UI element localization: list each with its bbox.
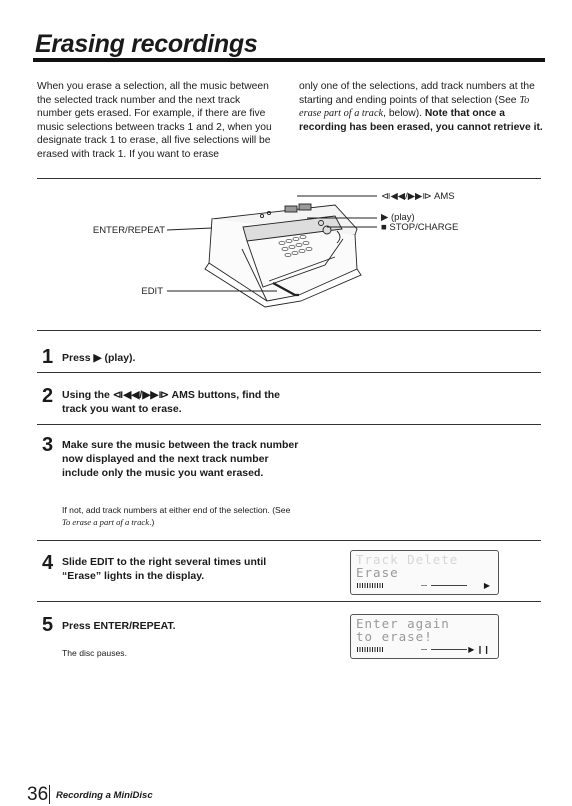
- footer-divider: [49, 785, 50, 804]
- label-play: ▶ (play): [381, 212, 415, 223]
- level-meter-scale: [431, 585, 467, 586]
- display-line-1: Track Delete: [356, 552, 459, 567]
- step-text: [62, 388, 302, 416]
- step-number: 5: [42, 614, 54, 636]
- title-rule: [33, 58, 545, 62]
- divider: [37, 424, 541, 425]
- display-line-1: Enter again: [356, 616, 450, 631]
- intro-left: When you erase a selection, all the music between the selected track number and the next track number gets erased. For example, if there are five music selections between tracks 1 and 2, when you designate track 1 to erase, all five selections will be erased with track 1. If you want to erase: [37, 81, 272, 160]
- divider: [37, 372, 541, 373]
- label-ams: ⧏◀◀/▶▶⧐ AMS: [381, 191, 455, 202]
- step-note: The disc pauses.: [62, 648, 127, 658]
- step-text-a: Press: [62, 352, 94, 364]
- play-icon: ▶: [483, 581, 490, 590]
- step-note-ref: To erase a part of a track: [62, 517, 150, 527]
- intro-right-note: Note that once a recording has been erased, you cannot retrieve it.: [299, 108, 543, 133]
- device-diagram: [37, 183, 541, 323]
- display-erase: [350, 550, 499, 595]
- step-note-b: .): [149, 517, 155, 527]
- label-edit: EDIT: [141, 286, 163, 297]
- display-line-2: Erase: [356, 565, 399, 580]
- intro-right: [299, 80, 545, 134]
- display-line-2: to erase!: [356, 629, 433, 644]
- ams-icon: ⧏◀◀/▶▶⧐: [112, 389, 169, 401]
- display-enter-again: [350, 614, 499, 659]
- section-title: Recording a MiniDisc: [56, 790, 153, 801]
- divider: [37, 330, 541, 331]
- step-number: 3: [42, 434, 54, 456]
- intro-right-ref: To erase part of a track: [299, 94, 530, 120]
- level-meter: [357, 647, 383, 652]
- step-number: 2: [42, 385, 54, 407]
- intro-right-text: only one of the selections, add track numbers at the starting and ending points of that selection (See: [299, 81, 535, 106]
- divider: [37, 540, 541, 541]
- step-text: Make sure the music between the track number now displayed and the next track number include only the music you want erased.: [62, 439, 299, 479]
- page-title: Erasing recordings: [35, 30, 258, 58]
- step-text-a: Using the: [62, 389, 113, 401]
- play-pause-icon: ▶ ❙❙: [468, 645, 490, 654]
- label-enter: ENTER/REPEAT: [92, 225, 165, 236]
- label-stop: ■ STOP/CHARGE: [381, 222, 459, 233]
- step-note-a: If not, add track numbers at either end of the selection. (See: [62, 505, 291, 515]
- step-text: [62, 351, 302, 365]
- step-text: Press ENTER/REPEAT.: [62, 620, 176, 632]
- step-number: 4: [42, 552, 54, 574]
- level-meter-scale: [431, 649, 467, 650]
- page-number: 36: [27, 784, 49, 805]
- step-number: 1: [42, 346, 54, 368]
- step-note: [62, 504, 292, 528]
- divider: [37, 601, 541, 602]
- step-text-b: AMS buttons, find the track you want to erase.: [62, 389, 280, 415]
- step-text-b: (play).: [101, 352, 136, 364]
- intro-right-text-2: , below).: [383, 108, 425, 120]
- play-icon: ▶: [93, 352, 102, 364]
- level-meter: [357, 583, 383, 588]
- divider: [37, 178, 541, 179]
- step-text: Slide EDIT to the right several times until “Erase” lights in the display.: [62, 556, 267, 582]
